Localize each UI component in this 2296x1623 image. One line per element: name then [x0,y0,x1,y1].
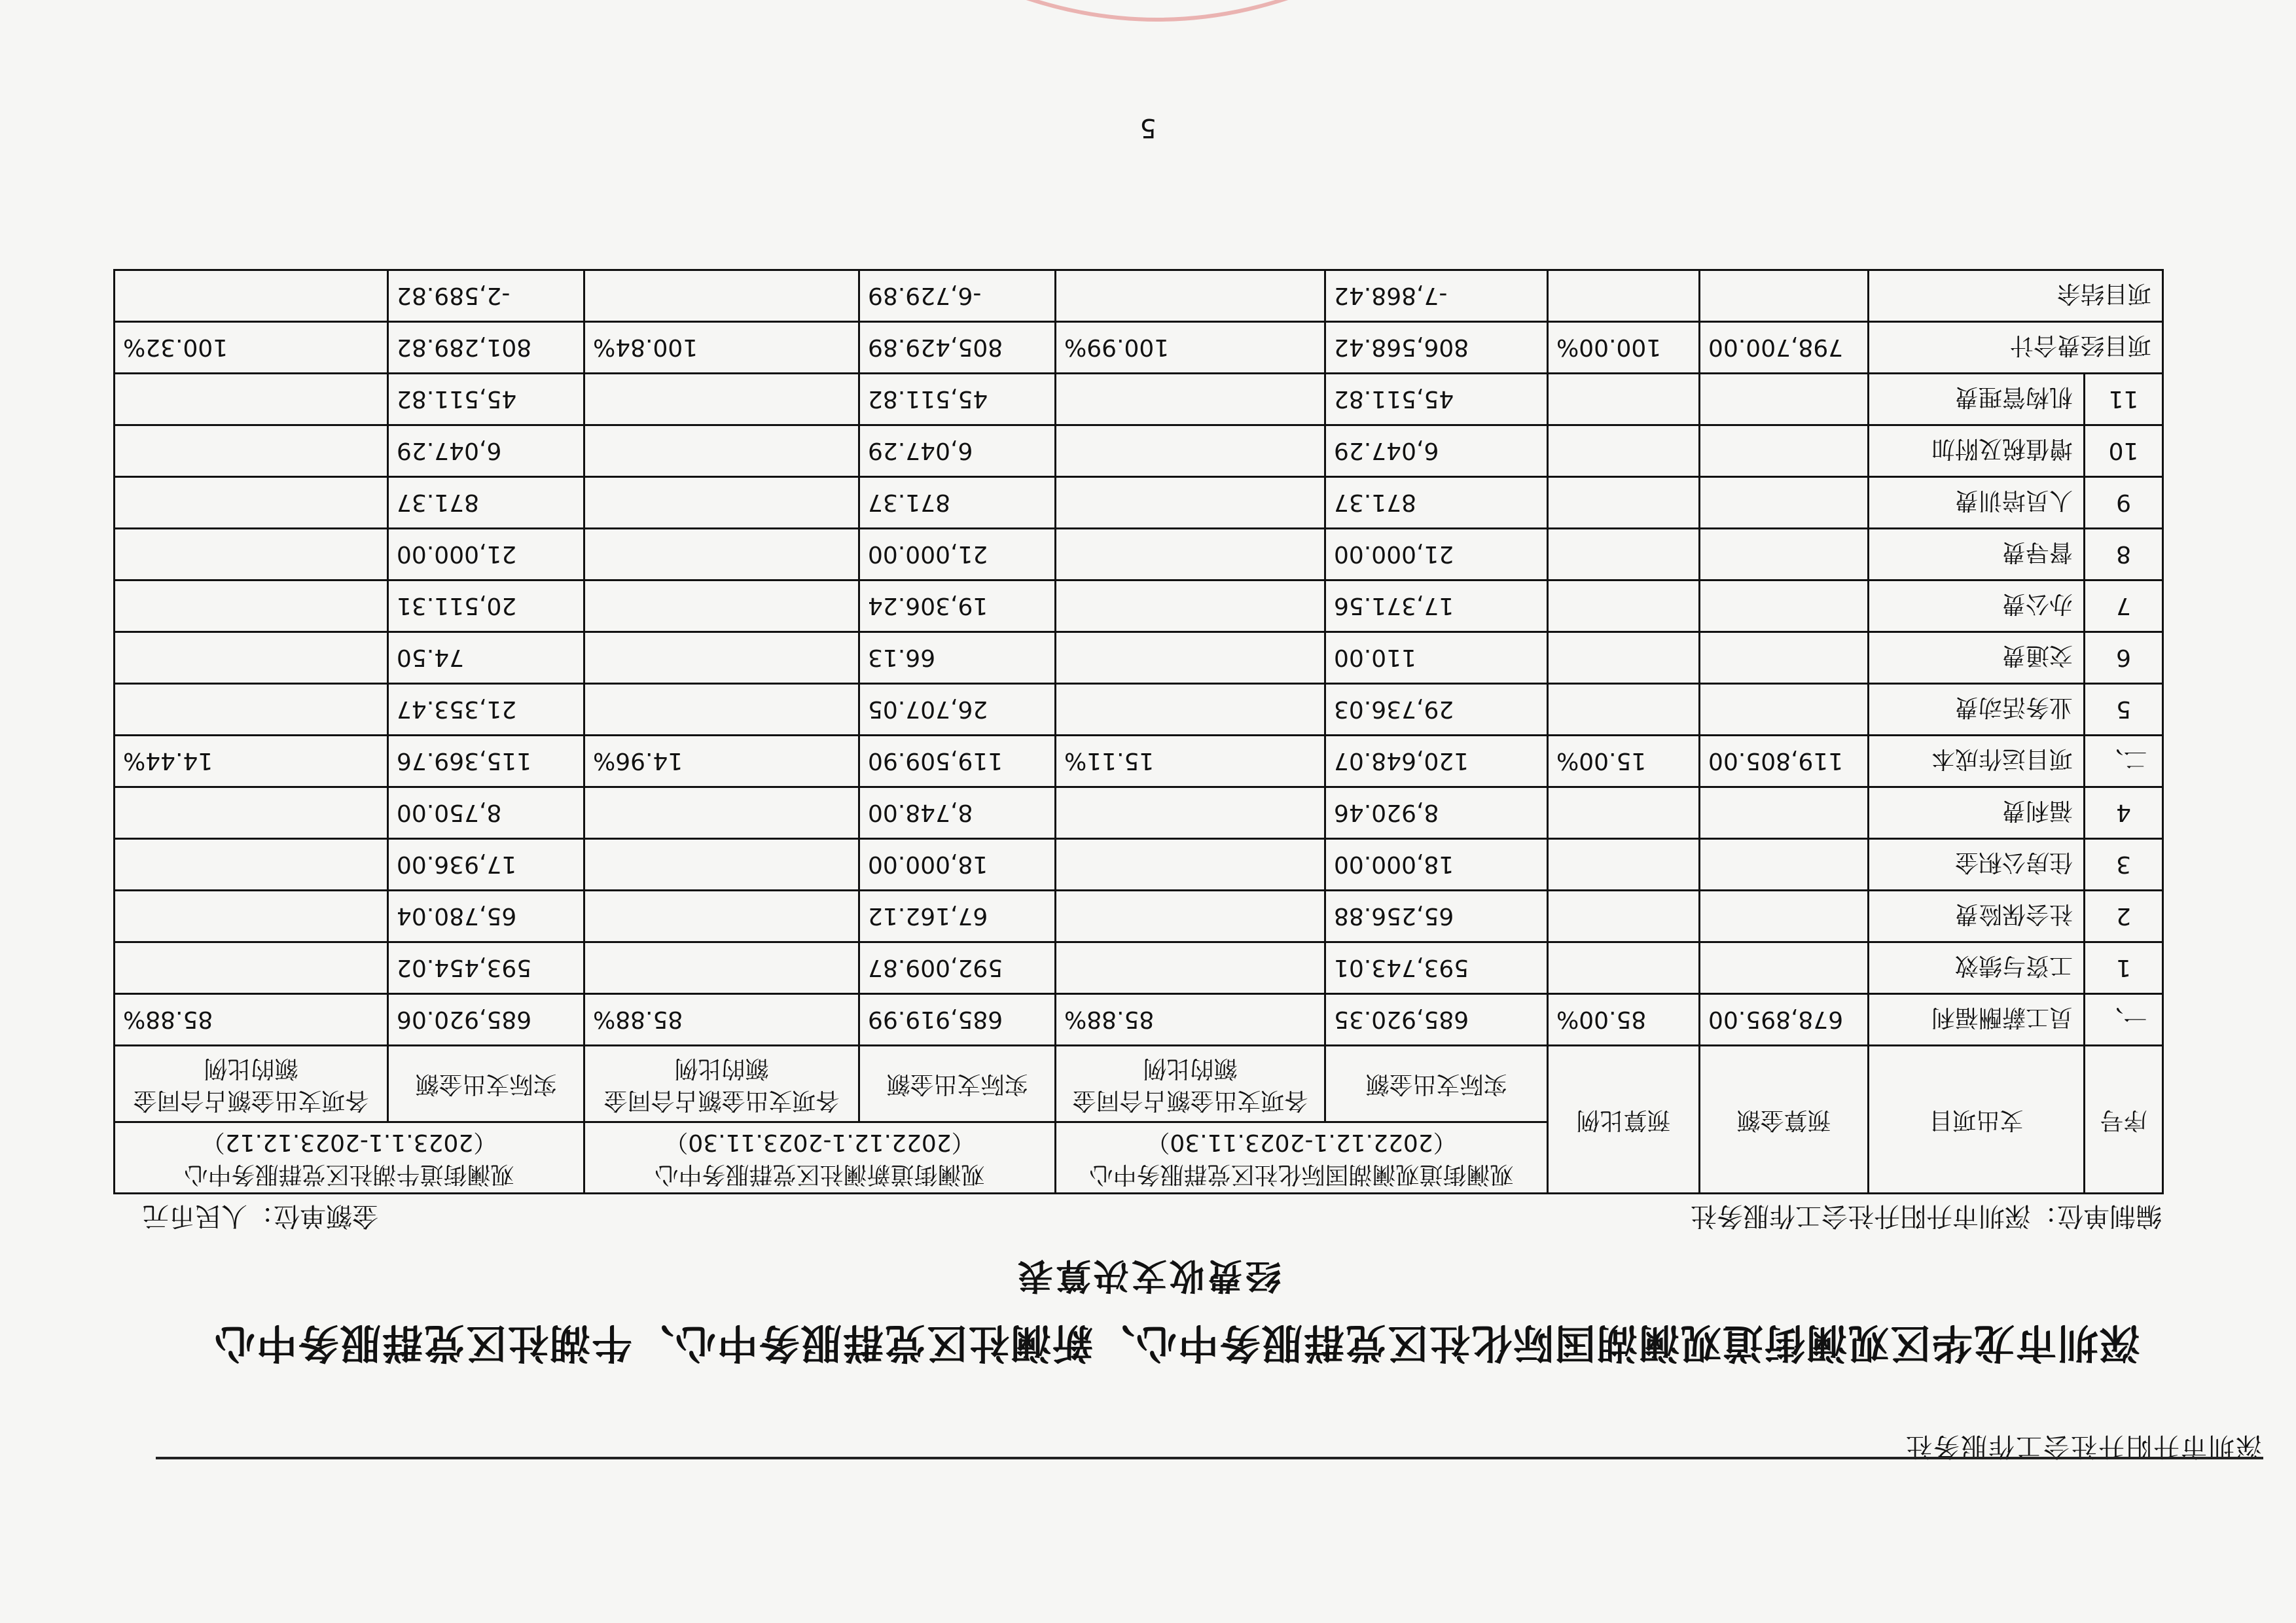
total-label: 项目经费合计 [1869,322,2163,374]
table-row [115,994,2163,1046]
table-row [115,477,2163,529]
cell-c3-ratio [115,787,388,839]
cell-budget-amount [1700,787,1869,839]
cell-c1-ratio [1056,477,1325,529]
total-c1-ratio: 100.99% [1056,322,1325,374]
seal-stamp-fragment [987,0,1327,39]
cell-c2-ratio [584,580,859,632]
col-c3-actual: 实际支出金额 [388,1046,584,1122]
cell-budget-amount [1700,891,1869,942]
cell-c2-ratio [584,632,859,684]
cell-budget-amount [1700,529,1869,580]
balance-blank [584,270,859,322]
cell-c1-ratio [1056,787,1325,839]
cell-budget-ratio [1548,891,1700,942]
cell-budget-amount [1700,477,1869,529]
cell-c1-ratio [1056,632,1325,684]
col-center3: 观澜街道牛湖社区党群服务中心（2023.1.1-2023.12.12） [115,1122,584,1194]
cell-c2-actual: 66.13 [859,632,1056,684]
balance-blank [1548,270,1700,322]
cell-c3-actual: 593,454.02 [388,942,584,994]
cell-seq: 2 [2085,891,2163,942]
cell-c3-actual: 65,780.04 [388,891,584,942]
balance-c3: -2,589.82 [388,270,584,322]
col-c3-ratio: 各项支出金额占合同金额的比例 [115,1046,388,1122]
total-c1-actual: 806,568.42 [1325,322,1548,374]
table-row [115,580,2163,632]
cell-c2-ratio [584,891,859,942]
cell-seq: 1 [2085,942,2163,994]
cell-seq: 11 [2085,374,2163,425]
cell-budget-ratio [1548,580,1700,632]
cell-c1-actual: 8,920.46 [1325,787,1548,839]
cell-budget-amount [1700,839,1869,891]
col-c1-ratio: 各项支出金额占合同金额的比例 [1056,1046,1325,1122]
cell-budget-ratio [1548,684,1700,736]
cell-c1-actual: 110.00 [1325,632,1548,684]
cell-seq: 一、 [2085,994,2163,1046]
total-c2-ratio: 100.84% [584,322,859,374]
compiler-label: 编制单位：深圳市升阳升社会工作服务社 [1691,1201,2162,1231]
cell-budget-ratio [1548,632,1700,684]
cell-c3-actual: 8,750.00 [388,787,584,839]
cell-c3-ratio [115,580,388,632]
cell-c1-ratio [1056,580,1325,632]
cell-c1-ratio [1056,839,1325,891]
cell-c3-ratio [115,425,388,477]
total-budget-ratio: 100.00% [1548,322,1700,374]
cell-c3-actual: 45,511.82 [388,374,584,425]
table-body [115,270,2163,1046]
cell-item: 业务活动费 [1869,684,2085,736]
cell-item: 机构管理费 [1869,374,2085,425]
cell-c2-actual: 19,306.24 [859,580,1056,632]
cell-seq: 3 [2085,839,2163,891]
col-budget-amount: 预算金额 [1700,1046,1869,1194]
total-c3-ratio: 100.32% [115,322,388,374]
cell-c3-ratio [115,477,388,529]
cell-c3-actual: 115,369.76 [388,736,584,787]
cell-c3-actual: 871.37 [388,477,584,529]
cell-budget-amount: 678,895.00 [1700,994,1869,1046]
balance-blank [115,270,388,322]
cell-seq: 二、 [2085,736,2163,787]
total-row [115,322,2163,374]
cell-seq: 5 [2085,684,2163,736]
cell-c2-actual: 8,748.00 [859,787,1056,839]
cell-c3-ratio [115,684,388,736]
cell-c2-ratio [584,839,859,891]
cell-c1-actual: 29,736.03 [1325,684,1548,736]
cell-item: 人员培训费 [1869,477,2085,529]
cell-item: 项目运作成本 [1869,736,2085,787]
cell-seq: 6 [2085,632,2163,684]
document-subtitle: 经费收支决算表 [1015,1255,1281,1296]
total-c3-actual: 801,289.82 [388,322,584,374]
balance-c1: -7,868.42 [1325,270,1548,322]
document-title: 深圳市龙华区观澜街道观澜湖国际化社区党群服务中心、新澜社区党群服务中心、牛湖社区党群服务中心 [213,1319,2141,1367]
cell-c2-ratio [584,425,859,477]
table-row [115,529,2163,580]
cell-c2-ratio [584,477,859,529]
cell-c1-ratio [1056,891,1325,942]
cell-c3-ratio [115,632,388,684]
cell-c3-ratio [115,374,388,425]
cell-budget-amount [1700,684,1869,736]
cell-c1-ratio [1056,942,1325,994]
cell-c1-actual: 18,000.00 [1325,839,1548,891]
cell-c3-ratio: 14.44% [115,736,388,787]
cell-budget-amount [1700,580,1869,632]
cell-c3-actual: 685,920.06 [388,994,584,1046]
cell-c1-actual: 17,371.56 [1325,580,1548,632]
cell-c1-actual: 120,648.07 [1325,736,1548,787]
balance-label: 项目结余 [1869,270,2163,322]
cell-c3-actual: 6,047.29 [388,425,584,477]
table-row [115,787,2163,839]
cell-c1-actual: 685,920.35 [1325,994,1548,1046]
cell-c3-ratio [115,942,388,994]
cell-budget-amount [1700,425,1869,477]
table-row [115,374,2163,425]
cell-item: 住房公积金 [1869,839,2085,891]
cell-c2-ratio [584,942,859,994]
cell-c1-ratio [1056,684,1325,736]
cell-seq: 7 [2085,580,2163,632]
balance-blank [1700,270,1869,322]
cell-c2-actual: 26,707.05 [859,684,1056,736]
org-header: 深圳市升阳升社会工作服务社 [1905,1431,2262,1461]
cell-c1-ratio: 85.88% [1056,994,1325,1046]
header-rule [156,1457,2263,1459]
cell-budget-ratio [1548,529,1700,580]
cell-budget-amount [1700,374,1869,425]
cell-c2-actual: 119,509.90 [859,736,1056,787]
cell-c1-ratio [1056,374,1325,425]
cell-c3-actual: 17,936.00 [388,839,584,891]
cell-budget-ratio: 85.00% [1548,994,1700,1046]
cell-c2-actual: 6,047.29 [859,425,1056,477]
cell-seq: 4 [2085,787,2163,839]
cell-item: 交通费 [1869,632,2085,684]
col-center1: 观澜街道观澜湖国际化社区党群服务中心（2022.12.1-2023.11.30） [1056,1122,1548,1194]
cell-c1-ratio [1056,529,1325,580]
cell-c2-actual: 18,000.00 [859,839,1056,891]
cell-c1-actual: 6,047.29 [1325,425,1548,477]
cell-c2-ratio [584,529,859,580]
cell-item: 员工薪酬福利 [1869,994,2085,1046]
cell-c2-ratio: 85.88% [584,994,859,1046]
cell-c1-actual: 871.37 [1325,477,1548,529]
col-c1-actual: 实际支出金额 [1325,1046,1548,1122]
table-row [115,684,2163,736]
cell-c1-actual: 21,000.00 [1325,529,1548,580]
cell-budget-ratio [1548,374,1700,425]
unit-label: 金额单位：人民币元 [143,1201,378,1231]
table-row [115,891,2163,942]
table-row [115,632,2163,684]
cell-c3-ratio [115,529,388,580]
cell-budget-ratio [1548,477,1700,529]
cell-c2-actual: 45,511.82 [859,374,1056,425]
cell-budget-ratio [1548,839,1700,891]
cell-c2-ratio [584,787,859,839]
cell-seq: 10 [2085,425,2163,477]
cell-c2-actual: 685,919.99 [859,994,1056,1046]
col-item: 支出项目 [1869,1046,2085,1194]
cell-budget-ratio: 15.00% [1548,736,1700,787]
cell-seq: 8 [2085,529,2163,580]
cell-budget-ratio [1548,942,1700,994]
cell-c3-ratio [115,891,388,942]
cell-c1-actual: 45,511.82 [1325,374,1548,425]
col-c2-actual: 实际支出金额 [859,1046,1056,1122]
cell-c2-ratio [584,374,859,425]
cell-c2-ratio [584,684,859,736]
col-budget-ratio: 预算比例 [1548,1046,1700,1194]
cell-seq: 9 [2085,477,2163,529]
cell-c3-actual: 20,511.31 [388,580,584,632]
balance-c2: -6,729.89 [859,270,1056,322]
cell-c2-actual: 67,162.12 [859,891,1056,942]
cell-c3-ratio [115,839,388,891]
cell-c1-actual: 65,256.88 [1325,891,1548,942]
expense-table [113,269,2164,1194]
col-center2: 观澜街道新澜社区党群服务中心（2022.12.1-2023.11.30） [584,1122,1056,1194]
balance-row [115,270,2163,322]
cell-c1-ratio: 15.11% [1056,736,1325,787]
cell-c2-actual: 592,009.87 [859,942,1056,994]
cell-budget-amount [1700,632,1869,684]
table-row [115,425,2163,477]
cell-item: 工资与绩效 [1869,942,2085,994]
table-row [115,839,2163,891]
total-c2-actual: 805,429.89 [859,322,1056,374]
cell-item: 办公费 [1869,580,2085,632]
cell-c2-ratio: 14.96% [584,736,859,787]
table-row [115,736,2163,787]
cell-budget-amount [1700,942,1869,994]
cell-item: 社会保险费 [1869,891,2085,942]
cell-c3-actual: 21,000.00 [388,529,584,580]
cell-budget-ratio [1548,787,1700,839]
cell-item: 增值税及附加 [1869,425,2085,477]
col-seq: 序号 [2085,1046,2163,1194]
page-number: 5 [1139,113,1157,143]
cell-c2-actual: 871.37 [859,477,1056,529]
cell-c3-ratio: 85.88% [115,994,388,1046]
cell-item: 福利费 [1869,787,2085,839]
cell-c1-ratio [1056,425,1325,477]
balance-blank [1056,270,1325,322]
cell-c2-actual: 21,000.00 [859,529,1056,580]
cell-c3-actual: 21,353.47 [388,684,584,736]
cell-budget-ratio [1548,425,1700,477]
cell-item: 督导费 [1869,529,2085,580]
cell-c1-actual: 593,743.01 [1325,942,1548,994]
table-row [115,942,2163,994]
cell-budget-amount: 119,805.00 [1700,736,1869,787]
col-c2-ratio: 各项支出金额占合同金额的比例 [584,1046,859,1122]
cell-c3-actual: 74.50 [388,632,584,684]
total-budget-amount: 798,700.00 [1700,322,1869,374]
